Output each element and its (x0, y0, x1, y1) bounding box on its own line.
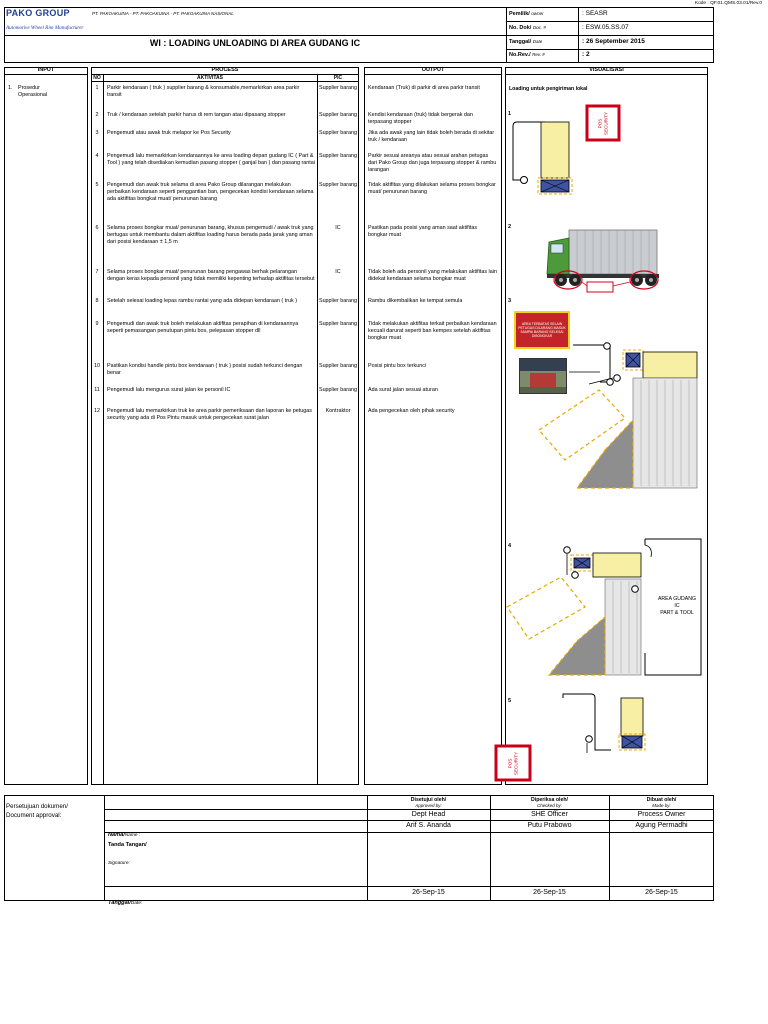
visual-pos_security: POS SECURITY (507, 751, 518, 775)
truck-box (621, 698, 643, 736)
doc-code: Kode : QF.01.QMS.03.01/Rev.0 (694, 1, 762, 6)
approval-label_en: Document approval: (6, 812, 62, 820)
row-output: Jika ada awak yang lain tidak boleh berada di sekitar truk / kendaraan (368, 130, 495, 143)
rev-value: : 2 (582, 51, 590, 58)
header-owner_label_en: owner (531, 11, 544, 16)
page-title: WI : LOADING UNLOADING DI AREA GUDANG IC (149, 38, 361, 48)
approval-date_label_en: Date: (130, 901, 143, 906)
approval-columns-0-name: Arif S. Ananda (406, 822, 451, 829)
approval-columns-2-head_en: Made by: (652, 803, 671, 808)
approval-name_label_en: Name : (124, 833, 141, 838)
input-column (4, 67, 88, 785)
row-activity: Selama proses bongkar muat/ penurunan barang, khusus pengemudi / awak truk yang bertugas untuk membantu dalam aktifitas loading harus berada pada jarak yang aman dari posisi kendaraan ± 1,5 m (107, 225, 314, 245)
approval-columns-2-role: Process Owner (637, 811, 686, 818)
input-text: Prosedur Operasional (18, 85, 48, 98)
stopper-callout (587, 282, 613, 292)
pos-security-1 (588, 108, 618, 138)
approval-columns-1-name: Putu Prabowo (527, 822, 572, 829)
header-doc_no_label_en: Doc. # (532, 25, 546, 30)
row-no: 5 (95, 182, 99, 188)
row-no: 6 (95, 225, 99, 231)
approval-columns-1-head: Diperiksa oleh/ (531, 797, 568, 803)
visual-caption: Loading untuk pengiriman lokal (509, 86, 588, 92)
step-3-label: 3 (508, 298, 512, 304)
row-activity: Pengemudi dan awak truk selama di area Pako Group dilarangan melakukan perbaikan kendaraan seperti penggantian ban, pengecekan kondisi kendaraan selama ada aktifitas bongkat muat/ penurunan barang (107, 182, 314, 202)
company-logo: PAKO GROUP (6, 8, 70, 18)
input-header: INPUT (37, 67, 55, 73)
row-pic: Supplier barang (318, 363, 358, 369)
approval-columns-0-role: Dept Head (411, 811, 446, 818)
row-activity: Pengemudi dan awak truk boleh melakukan aktifitas perapihan di kendaraannya seperti pemasangan penutupan pintu bos, pelepasan stopper dll (107, 321, 299, 334)
visual-gudang_line3: PART & TOOL (660, 609, 694, 616)
row-output: Pastikan pada posisi yang aman saat aktifitas bongkar muat (368, 225, 478, 238)
row-no: 3 (95, 130, 99, 136)
barrier-post (521, 177, 528, 184)
dock-lanes (605, 579, 641, 675)
truck-box (593, 553, 641, 577)
owner-value: : SEASR (582, 10, 608, 17)
row-pic: IC (335, 225, 341, 231)
row-output: Kendaraan (Truk) di parkir di area parkir transit (368, 85, 480, 91)
row-no: 4 (95, 153, 99, 159)
row-output: Ada pengecekan oleh pihak security (368, 408, 455, 414)
row-output: Tidak aktifitas yang dilakukan selama proses bongkar muat/ penurunan barang (368, 182, 496, 195)
output-header: OUTPUT (421, 67, 445, 73)
row-output: Parkir sesuai areanya atau sesuai arahan petugas dari Pako Group dan juga terpasang stopper & rambu larangan (368, 153, 497, 173)
row-pic: Supplier barang (318, 112, 358, 118)
header-rev_label: No.Rev./ (509, 52, 531, 58)
name-label (108, 823, 140, 841)
row-pic: IC (335, 269, 341, 275)
row-pic: Supplier barang (318, 85, 358, 91)
output-column (364, 67, 502, 785)
approval-label: Persetujuan dokumen/ (6, 803, 68, 810)
owner-label (509, 11, 544, 18)
visual-header: VISUALISASI (589, 67, 624, 73)
truck-cabin (547, 238, 569, 274)
truck-box (643, 352, 697, 378)
diagram-step-2 (505, 220, 708, 300)
no-header: NO (93, 75, 101, 81)
row-pic: Supplier barang (318, 321, 358, 327)
approval-label (6, 802, 68, 821)
approval-columns-2-name: Agung Permadhi (635, 822, 688, 829)
warehouse-ramp (549, 617, 605, 675)
row-pic: Supplier barang (318, 153, 358, 159)
row-output: Kendisi kendaraan (truk) tidak bergerak dan terpasang stopper (368, 112, 473, 125)
step-2-label: 2 (508, 224, 512, 230)
row-activity: Pengemudi lalu memarkirkan truk ke area parkir pemeriksaan dan laporan ke petugas security yang ada di Pos Pintu masuk untuk pengecekan surat jalan (107, 408, 312, 421)
row-activity: Truk / kendaraan setelah parkir harus di rem tangan atau dipasang stopper (107, 112, 286, 118)
row-pic: Supplier barang (318, 130, 358, 136)
header-date_label_en: Date (532, 39, 543, 44)
date-value: : 26 September 2015 (582, 38, 645, 45)
approval-columns-0-date: 26-Sep-15 (412, 889, 445, 896)
approval-columns-1-head_en: Checked by: (536, 803, 562, 808)
date-label (509, 39, 542, 46)
visual-gudang_line1: AREA GUDANG (657, 596, 697, 602)
approval-columns-2-head: Dibuat oleh/ (646, 797, 677, 803)
step-4-label: 4 (508, 543, 512, 549)
step-1-label: 1 (508, 111, 512, 117)
sign-label: Tanda Tangan/ (108, 842, 147, 848)
truck-box (541, 122, 569, 178)
diagram-step-5 (505, 690, 708, 785)
date-row-label (108, 891, 142, 909)
row-no: 7 (95, 269, 99, 275)
row-no: 12 (94, 408, 100, 414)
row-no: 2 (95, 112, 99, 118)
approval-columns-1-date: 26-Sep-15 (533, 889, 566, 896)
header-date_label: Tanggal/ (509, 39, 532, 45)
row-pic: Kontraktor (325, 408, 351, 414)
rev-label (509, 52, 545, 59)
process-header: PROCESS (211, 67, 239, 73)
step-5-label: 5 (508, 698, 512, 704)
row-output: Tidak boleh ada personil yang melakukan aktifitas lain didekat kendaraan selama bongkar muat (368, 269, 497, 282)
approval-columns-0-head: Disetujui oleh/ (410, 797, 447, 803)
road-path (513, 122, 545, 180)
sign-label-en: Signature: (108, 861, 130, 866)
row-no: 8 (95, 298, 99, 304)
row-no: 1 (95, 85, 99, 91)
row-no: 10 (94, 363, 100, 369)
gudang-label (647, 596, 707, 616)
row-output: Rambu dikembalikan ke tempat semula (368, 298, 463, 304)
row-activity: Pastikan kondisi handle pintu box kendaraan ( truk ) posisi sudah terkunci dengan benar (107, 363, 303, 376)
tagline: Automotive Wheel Rim Manufacturer (6, 25, 84, 31)
header-doc_no_label: No. Dok/ (509, 25, 532, 31)
container (569, 230, 657, 274)
diagram-step-3 (505, 300, 708, 490)
pos-security-5 (496, 746, 530, 780)
row-activity: Pengemudi lalu mengurus surat jalan ke personil IC (107, 387, 231, 393)
row-activity: Setelah selesai loading lepas rambu rantai yang ada didepan kendaraan ( truk ) (107, 298, 297, 304)
companies-line: PT. PAKOAKUINA - PT. PAKOAKUINA - PT. PAKOAKUINA NASIONAL (92, 11, 234, 16)
doc-no-label (509, 25, 546, 32)
row-no: 9 (95, 321, 99, 327)
visual-gudang_line2: IC (674, 602, 680, 609)
approval-columns-1-role: SHE Officer (531, 811, 568, 818)
header-rev_label_en: Rev. # (532, 52, 545, 57)
row-activity: Selama proses bongkar muat/ penurunan barang pengawas berhak pelarangan dengan keras kepada personil yang tidak memiliki kepenting terhadap aktifitas tersebut (107, 269, 315, 282)
row-no: 11 (94, 387, 100, 393)
row-output: Posisi pintu box terkunci (368, 363, 427, 369)
approval-columns-0-head_en: Approved by: (415, 803, 442, 808)
process-column (91, 67, 359, 785)
unloading-area (507, 577, 585, 639)
input-number: 1. (8, 85, 13, 91)
row-output: Tidak melakukan aktifitas terkait perbaikan kendaraan kecuali darurat seperti ban kempes setelah aktifitas bongkar muat (368, 321, 497, 341)
row-pic: Supplier barang (318, 298, 358, 304)
row-activity: Parkir kendaraan ( truk ) supplier barang & konsumable,memarkirkan area parkir transit (107, 85, 300, 98)
pic-header: PIC (333, 75, 343, 81)
approval-name_label: Nama/ (108, 832, 125, 838)
approval-columns-2-date: 26-Sep-15 (645, 889, 678, 896)
approval-date_label: Tanggal/ (108, 900, 131, 906)
row-output: Ada surat jalan sesuai aturan (368, 387, 438, 393)
row-pic: Supplier barang (318, 387, 358, 393)
header-owner_label: Pemilik/ (509, 11, 530, 17)
row-activity: Pengemudi atau awak truk melapor ke Pos Security (107, 130, 231, 136)
row-activity: Pengemudi lalu memarkirkan kendaraannya ke area loading depan gudang IC ( Part & Tool ) yang telah disediakan kemudian pasang stopper ( ganjal ban ) dan pasang rantai (107, 153, 315, 166)
visual-warning_sign: AREA TERBATAS SELAIN PETUGAS DILARANG MASUK SAMPAI BARANG SELESAI DIBONGKAR (518, 321, 566, 339)
row-pic: Supplier barang (318, 182, 358, 188)
visual-pos_security: POS SECURITY (597, 111, 608, 135)
activity-header: AKTIVITAS (196, 75, 224, 81)
doc-no-value: : ESW.05.SS.07 (582, 24, 629, 31)
